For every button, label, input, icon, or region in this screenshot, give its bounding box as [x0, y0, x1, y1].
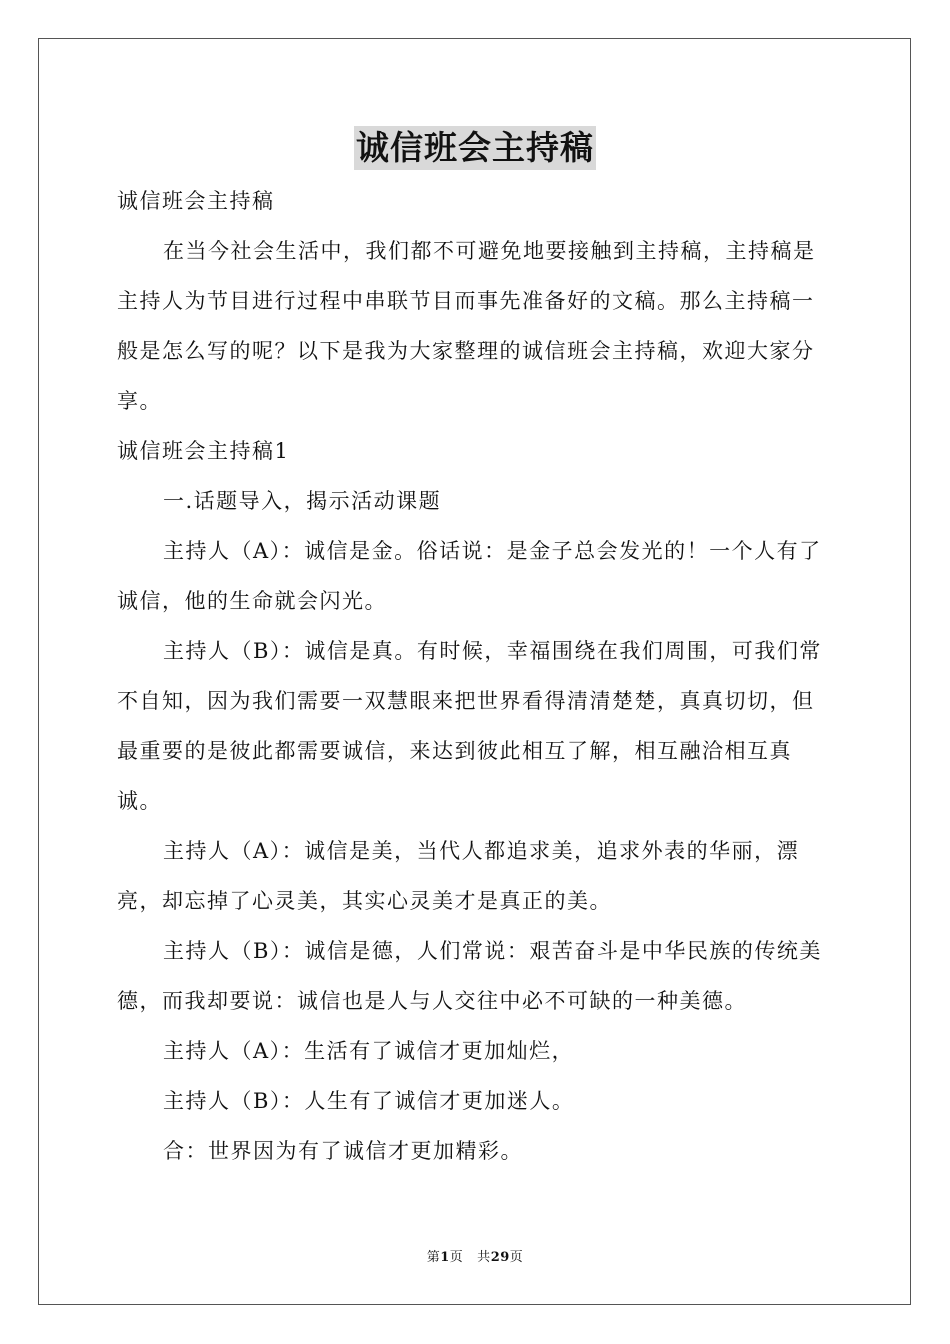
paragraph-section-heading: 诚信班会主持稿1 [117, 439, 290, 463]
title-container [0, 126, 950, 170]
paragraph-together: 合：世界因为有了诚信才更加精彩。 [163, 1139, 523, 1163]
paragraph-intro: 在当今社会生活中，我们都不可避免地要接触到主持稿，主持稿是主持人为节目进行过程中串联节目而事先准备好的文稿。那么主持稿一般是怎么写的呢？以下是我为大家整理的诚信班会主持稿，欢迎大家分享。 [117, 239, 816, 413]
paragraph-host-b-3: 主持人（B）：人生有了诚信才更加迷人。 [163, 1089, 575, 1113]
footer-page-prefix: 第 [426, 1250, 441, 1265]
paragraph-topic-intro: 一.话题导入，揭示活动课题 [163, 489, 442, 513]
document-title: 诚信班会主持稿 [354, 126, 596, 170]
footer-total-suffix: 页 [509, 1250, 524, 1265]
footer-page-number: 1 [440, 1250, 450, 1265]
document-body [117, 176, 833, 1176]
footer-total-prefix: 共 [477, 1250, 491, 1265]
footer-page-suffix: 页 [449, 1250, 464, 1265]
paragraph-host-b-1: 主持人（B）：诚信是真。有时候，幸福围绕在我们周围，可我们常不自知，因为我们需要一双慧眼来把世界看得清清楚楚，真真切切，但最重要的是彼此都需要诚信，来达到彼此相互了解，相互融洽相互真诚。 [117, 639, 822, 813]
paragraph-host-b-2: 主持人（B）：诚信是德，人们常说：艰苦奋斗是中华民族的传统美德，而我却要说：诚信也是人与人交往中必不可缺的一种美德。 [117, 939, 822, 1013]
footer-total-pages: 29 [490, 1250, 510, 1265]
paragraph-host-a-1: 主持人（A）：诚信是金。俗话说：是金子总会发光的！一个人有了诚信，他的生命就会闪光。 [117, 539, 822, 613]
paragraph-host-a-2: 主持人（A）：诚信是美，当代人都追求美，追求外表的华丽，漂亮，却忘掉了心灵美，其实心灵美才是真正的美。 [117, 839, 800, 913]
paragraph-host-a-3: 主持人（A）：生活有了诚信才更加灿烂， [163, 1039, 575, 1063]
paragraph-subtitle: 诚信班会主持稿 [117, 189, 275, 213]
page-footer [0, 1246, 950, 1265]
